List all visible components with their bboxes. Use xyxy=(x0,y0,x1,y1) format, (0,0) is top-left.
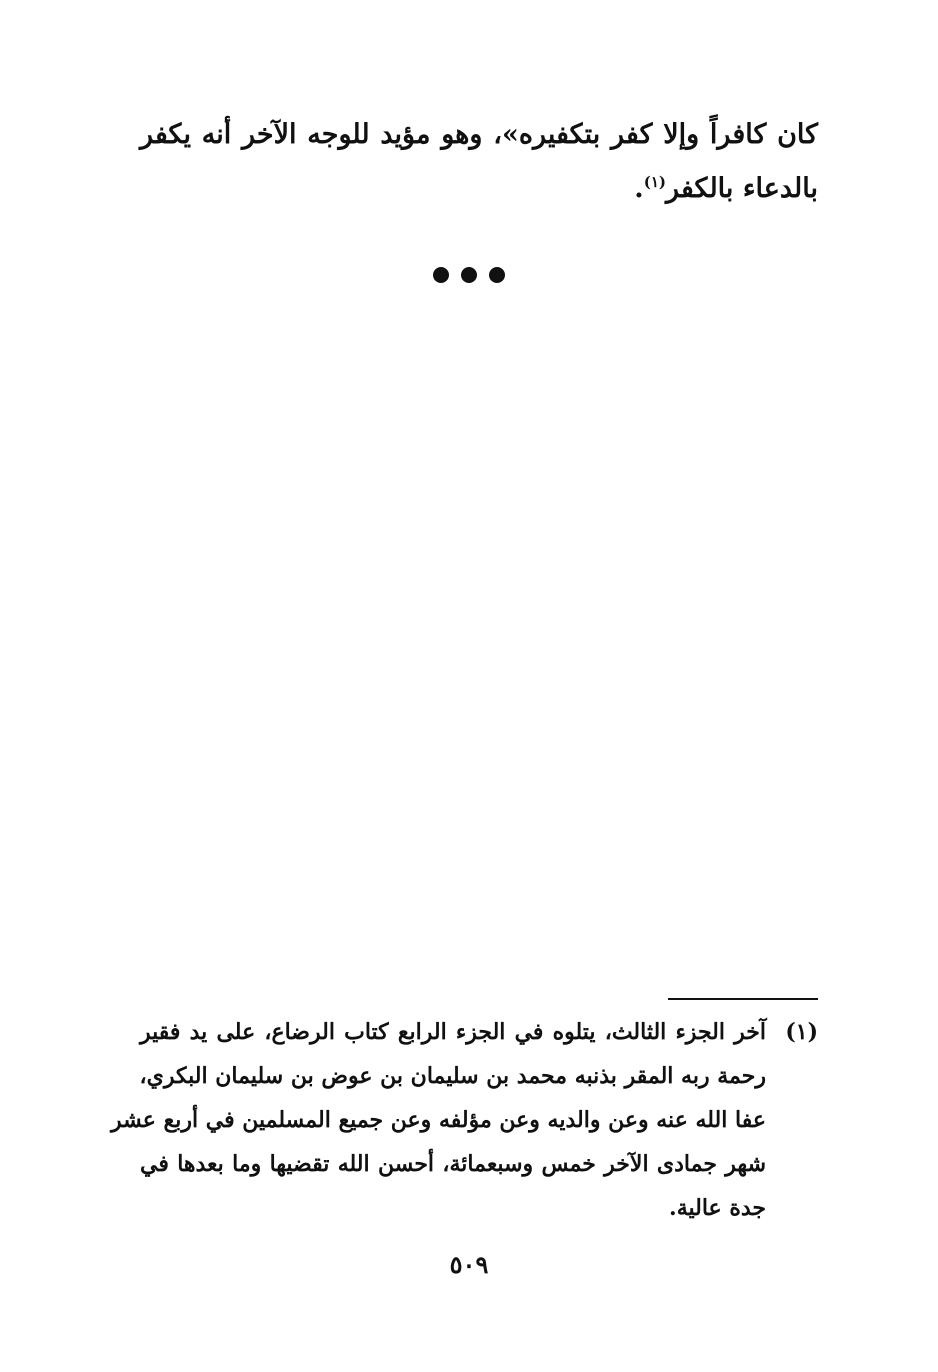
footnote-line: رحمة ربه المقر بذنبه محمد بن سليمان بن عوض بن سليمان البكري، xyxy=(139,1063,766,1089)
footnote-line: شهر جمادى الآخر خمس وسبعمائة، أحسن الله تقضيها وما بعدها في xyxy=(140,1151,766,1177)
footnote-marker: (١) xyxy=(785,1019,818,1045)
separator-dot-icon xyxy=(461,267,477,283)
separator-dot-icon xyxy=(433,267,449,283)
end-punctuation: . xyxy=(634,173,644,204)
footnote-line: آخر الجزء الثالث، يتلوه في الجزء الرابع كتاب الرضاع، على يد فقير xyxy=(140,1019,766,1045)
footnote-body xyxy=(110,1010,766,1230)
main-text-line: كان كافراً وإلا كفر بتكفيره»، وهو مؤيد للوجه الآخر أنه يكفر xyxy=(140,119,818,150)
footnote-reference[interactable]: (١) xyxy=(643,173,666,191)
main-text xyxy=(140,108,818,216)
footnote-line: عفا الله عنه وعن والديه وعن مؤلفه وعن جميع المسلمين في أربع عشر xyxy=(110,1107,766,1133)
footnote xyxy=(110,1010,818,1230)
section-separator xyxy=(0,260,938,290)
main-text-line-content: بالدعاء بالكفر xyxy=(665,173,818,204)
separator-dot-icon xyxy=(489,267,505,283)
main-text-line xyxy=(140,162,818,216)
footnote-divider xyxy=(668,998,818,1000)
page-number: ٥٠٩ xyxy=(449,1250,489,1279)
footnote-line: جدة عالية. xyxy=(669,1195,766,1221)
